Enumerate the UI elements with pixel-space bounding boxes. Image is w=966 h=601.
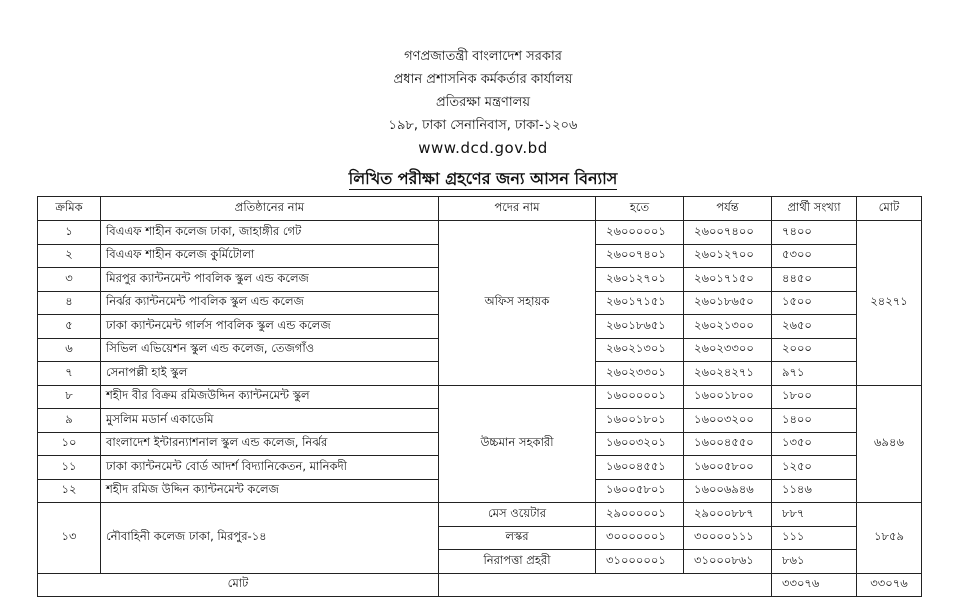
institution-cell: বিএএফ শাহীন কলেজ ঢাকা, জাহাঙ্গীর গেট [101, 221, 439, 245]
to-cell: ২৬০১২৭০০ [684, 244, 772, 268]
col-header-institution: প্রতিষ্ঠানের নাম [101, 197, 439, 221]
serial-cell: ১২ [38, 479, 101, 503]
header-line-1: গণপ্রজাতন্ত্রী বাংলাদেশ সরকার [404, 49, 562, 64]
from-cell: ১৬০০০০০১ [596, 385, 684, 409]
to-cell: ১৬০০১৮০০ [684, 385, 772, 409]
group-total-cell: ১৮৫৯ [857, 503, 922, 574]
count-cell: ৫৩০০ [772, 244, 857, 268]
from-cell: ১৬০০১৮০১ [596, 409, 684, 433]
count-cell: ৭৪০০ [772, 221, 857, 245]
post-cell: মেস ওয়েটার [439, 503, 596, 527]
serial-cell: ৮ [38, 385, 101, 409]
to-cell: ৩০০০০১১১ [684, 526, 772, 550]
seat-plan-table [37, 196, 922, 597]
header-line-2: প্রধান প্রশাসনিক কর্মকর্তার কার্যালয় [393, 72, 573, 87]
to-cell: ২৬০২৩৩০০ [684, 338, 772, 362]
footer-grand-total: ৩৩০৭৬ [857, 573, 922, 597]
from-cell: ১৬০০৩২০১ [596, 432, 684, 456]
table-row [38, 503, 922, 527]
from-cell: ২৬০২১৩০১ [596, 338, 684, 362]
serial-cell: ১১ [38, 456, 101, 480]
col-header-from: হতে [596, 197, 684, 221]
to-cell: ২৬০০৭৪০০ [684, 221, 772, 245]
institution-cell: ঢাকা ক্যান্টনমেন্ট গার্লস পাবলিক স্কুল এন্ড কলেজ [101, 315, 439, 339]
count-cell: ৯৭১ [772, 362, 857, 386]
from-cell: ২৬০১৭১৫১ [596, 291, 684, 315]
post-cell: অফিস সহায়ক [439, 221, 596, 386]
institution-cell: নির্ঝর ক্যান্টনমেন্ট পাবলিক স্কুল এন্ড কলেজ [101, 291, 439, 315]
to-cell: ১৬০০৬৯৪৬ [684, 479, 772, 503]
count-cell: ১৫০০ [772, 291, 857, 315]
page-title: লিখিত পরীক্ষা গ্রহণের জন্য আসন বিন্যাস [348, 169, 618, 188]
footer-label-cell: মোট [38, 573, 439, 597]
institution-cell: ঢাকা ক্যান্টনমেন্ট বোর্ড আদর্শ বিদ্যানিকেতন, মানিকদী [101, 456, 439, 480]
from-cell: ২৬০২৩৩০১ [596, 362, 684, 386]
post-cell: লস্কর [439, 526, 596, 550]
footer-empty-cell [439, 573, 772, 597]
col-header-post: পদের নাম [439, 197, 596, 221]
col-header-serial: ক্রমিক [38, 197, 101, 221]
group-total-cell: ৬৯৪৬ [857, 385, 922, 503]
from-cell: ২৬০১২৭০১ [596, 268, 684, 292]
count-cell: ১১১ [772, 526, 857, 550]
table-footer-row [38, 573, 922, 597]
from-cell: ২৯০০০০০১ [596, 503, 684, 527]
table-row [38, 221, 922, 245]
to-cell: ১৬০০৩২০০ [684, 409, 772, 433]
header-line-3: প্রতিরক্ষা মন্ত্রণালয় [436, 95, 530, 110]
to-cell: ২৬০১৮৬৫০ [684, 291, 772, 315]
institution-cell: শহীদ বীর বিক্রম রমিজউদ্দিন ক্যান্টনমেন্ট স্কুল [101, 385, 439, 409]
to-cell: ২৬০২১৩০০ [684, 315, 772, 339]
post-cell: উচ্চমান সহকারী [439, 385, 596, 503]
count-cell: ৮৮৭ [772, 503, 857, 527]
post-cell: নিরাপত্তা প্রহরী [439, 550, 596, 574]
col-header-total: মোট [857, 197, 922, 221]
to-cell: ১৬০০৪৫৫০ [684, 432, 772, 456]
serial-cell: ৫ [38, 315, 101, 339]
count-cell: ১৩৫০ [772, 432, 857, 456]
count-cell: ১৪০০ [772, 409, 857, 433]
institution-cell: মিরপুর ক্যান্টনমেন্ট পাবলিক স্কুল এন্ড কলেজ [101, 268, 439, 292]
count-cell: ১৮০০ [772, 385, 857, 409]
from-cell: ১৬০০৪৫৫১ [596, 456, 684, 480]
institution-cell: সেনাপল্লী হাই স্কুল [101, 362, 439, 386]
header-line-4: ১৯৮, ঢাকা সেনানিবাস, ঢাকা-১২০৬ [388, 118, 578, 133]
institution-cell: নৌবাহিনী কলেজ ঢাকা, মিরপুর-১৪ [101, 503, 439, 574]
serial-cell: ১৩ [38, 503, 101, 574]
institution-cell: বিএএফ শাহীন কলেজ কুর্মিটোলা [101, 244, 439, 268]
from-cell: ২৬০১৮৬৫১ [596, 315, 684, 339]
header-website: www.dcd.gov.bd [418, 139, 548, 157]
col-header-to: পর্যন্ত [684, 197, 772, 221]
serial-cell: ৬ [38, 338, 101, 362]
group-total-cell: ২৪২৭১ [857, 221, 922, 386]
to-cell: ১৬০০৫৮০০ [684, 456, 772, 480]
from-cell: ১৬০০৫৮০১ [596, 479, 684, 503]
to-cell: ২৬০২৪২৭১ [684, 362, 772, 386]
institution-cell: শহীদ রমিজ উদ্দিন ক্যান্টনমেন্ট কলেজ [101, 479, 439, 503]
from-cell: ৩১০০০০০১ [596, 550, 684, 574]
institution-cell: মুসলিম মডার্ন একাডেমি [101, 409, 439, 433]
count-cell: ১২৫০ [772, 456, 857, 480]
to-cell: ২৬০১৭১৫০ [684, 268, 772, 292]
serial-cell: ১ [38, 221, 101, 245]
count-cell: ১১৪৬ [772, 479, 857, 503]
to-cell: ৩১০০০৮৬১ [684, 550, 772, 574]
count-cell: ২৬৫০ [772, 315, 857, 339]
from-cell: ৩০০০০০০১ [596, 526, 684, 550]
count-cell: ৮৬১ [772, 550, 857, 574]
to-cell: ২৯০০০৮৮৭ [684, 503, 772, 527]
from-cell: ২৬০০০০০১ [596, 221, 684, 245]
serial-cell: ২ [38, 244, 101, 268]
institution-cell: বাংলাদেশ ইন্টারন্যাশনাল স্কুল এন্ড কলেজ, নির্ঝর [101, 432, 439, 456]
serial-cell: ৯ [38, 409, 101, 433]
serial-cell: ৩ [38, 268, 101, 292]
serial-cell: ১০ [38, 432, 101, 456]
count-cell: ৪৪৫০ [772, 268, 857, 292]
serial-cell: ৭ [38, 362, 101, 386]
table-row [38, 385, 922, 409]
from-cell: ২৬০০৭৪০১ [596, 244, 684, 268]
count-cell: ২০০০ [772, 338, 857, 362]
institution-cell: সিভিল এভিয়েশন স্কুল এন্ড কলেজ, তেজগাঁও [101, 338, 439, 362]
serial-cell: ৪ [38, 291, 101, 315]
col-header-count: প্রার্থী সংখ্যা [772, 197, 857, 221]
table-header-row [38, 197, 922, 221]
footer-count-total: ৩৩০৭৬ [772, 573, 857, 597]
